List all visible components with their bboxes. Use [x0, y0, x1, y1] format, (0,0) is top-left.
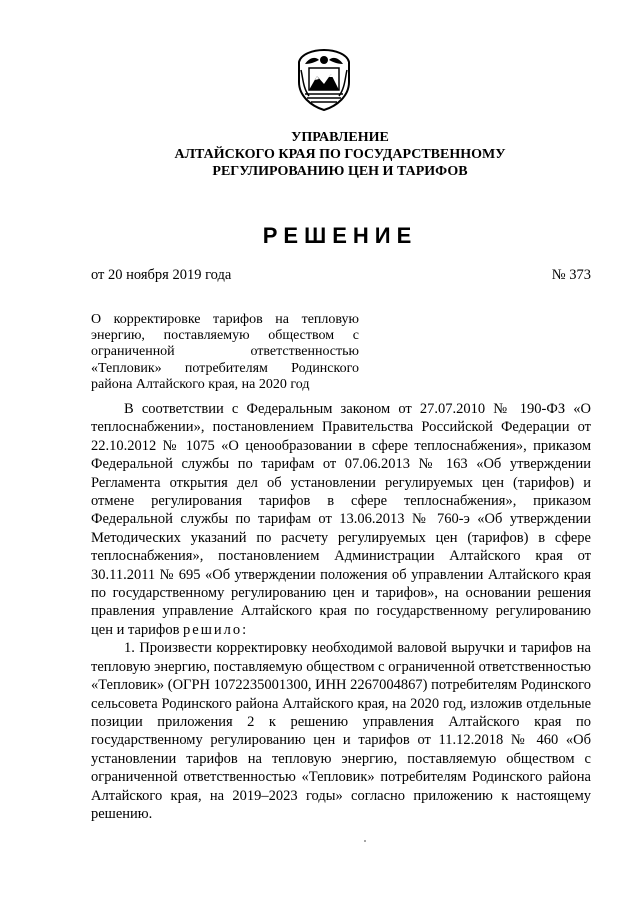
org-line: АЛТАЙСКОГО КРАЯ ПО ГОСУДАРСТВЕННОМУ [174, 147, 506, 162]
organization-name [100, 129, 580, 180]
org-line: РЕГУЛИРОВАНИЮ ЦЕН И ТАРИФОВ [212, 164, 468, 179]
document-date: от 20 ноября 2019 года [91, 267, 232, 283]
scan-speck [364, 840, 366, 842]
org-line: УПРАВЛЕНИЕ [291, 130, 389, 145]
preamble-text: В соответствии с Федеральным законом от 27.07.2010 № 190-ФЗ «О теплоснабжении», постановлением Правительства Российской Федерации от 22.10.2012 № 1075 «О ценообразовании в сфере теплоснабжения», приказом Федеральной службы по тарифам от 07.06.2013 № 163 «Об утверждении Регламента открытия дел об установлении регулируемых цен (тарифов) и отмене регулирования тарифов в сфере теплоснабжения», приказом Федеральной службы по тарифам от 13.06.2013 № 760-э «Об утверждении Методических указаний по расчету регулируемых цен (тарифов) в сфере теплоснабжения», постановлением Администрации Алтайского края от 30.11.2011 № 695 «Об утверждении положения об управлении Алтайского края по государственному регулированию цен и тарифов», на основании решения правления управление Алтайского края по государственному регулированию цен и тарифов [91, 401, 591, 638]
document-subject: О корректировке тарифов на тепловую энергию, поставляемую обществом с ограниченной ответственностью «Тепловик» потребителям Родинского района Алтайского края, на 2020 год [91, 312, 359, 392]
document-body [91, 400, 591, 823]
document-number: № 373 [551, 267, 591, 283]
document-type-title: РЕШЕНИЕ [262, 223, 418, 248]
decision-word: решило [183, 621, 243, 638]
item-1-paragraph: 1. Произвести корректировку необходимой валовой выручки и тарифов на тепловую энергию, поставляемую обществом с ограниченной ответственностью «Тепловик» (ОГРН 1072235001300, ИНН 2267004867) потребителям Родинского сельсовета Родинского района Алтайского края, на 2020 год, изложив отдельные позиции приложения 2 к решению управления Алтайского края по государственному регулированию цен и тарифов от 11.12.2018 № 460 «Об установлении тарифов на тепловую энергию, поставляемую обществом с ограниченной ответственностью «Тепловик» потребителям Родинского района Алтайского края, на 2019–2023 годы» согласно приложению к настоящему решению. [91, 640, 591, 822]
preamble-paragraph [91, 400, 591, 639]
decision-colon: : [242, 621, 247, 638]
coat-of-arms-icon [295, 48, 353, 112]
